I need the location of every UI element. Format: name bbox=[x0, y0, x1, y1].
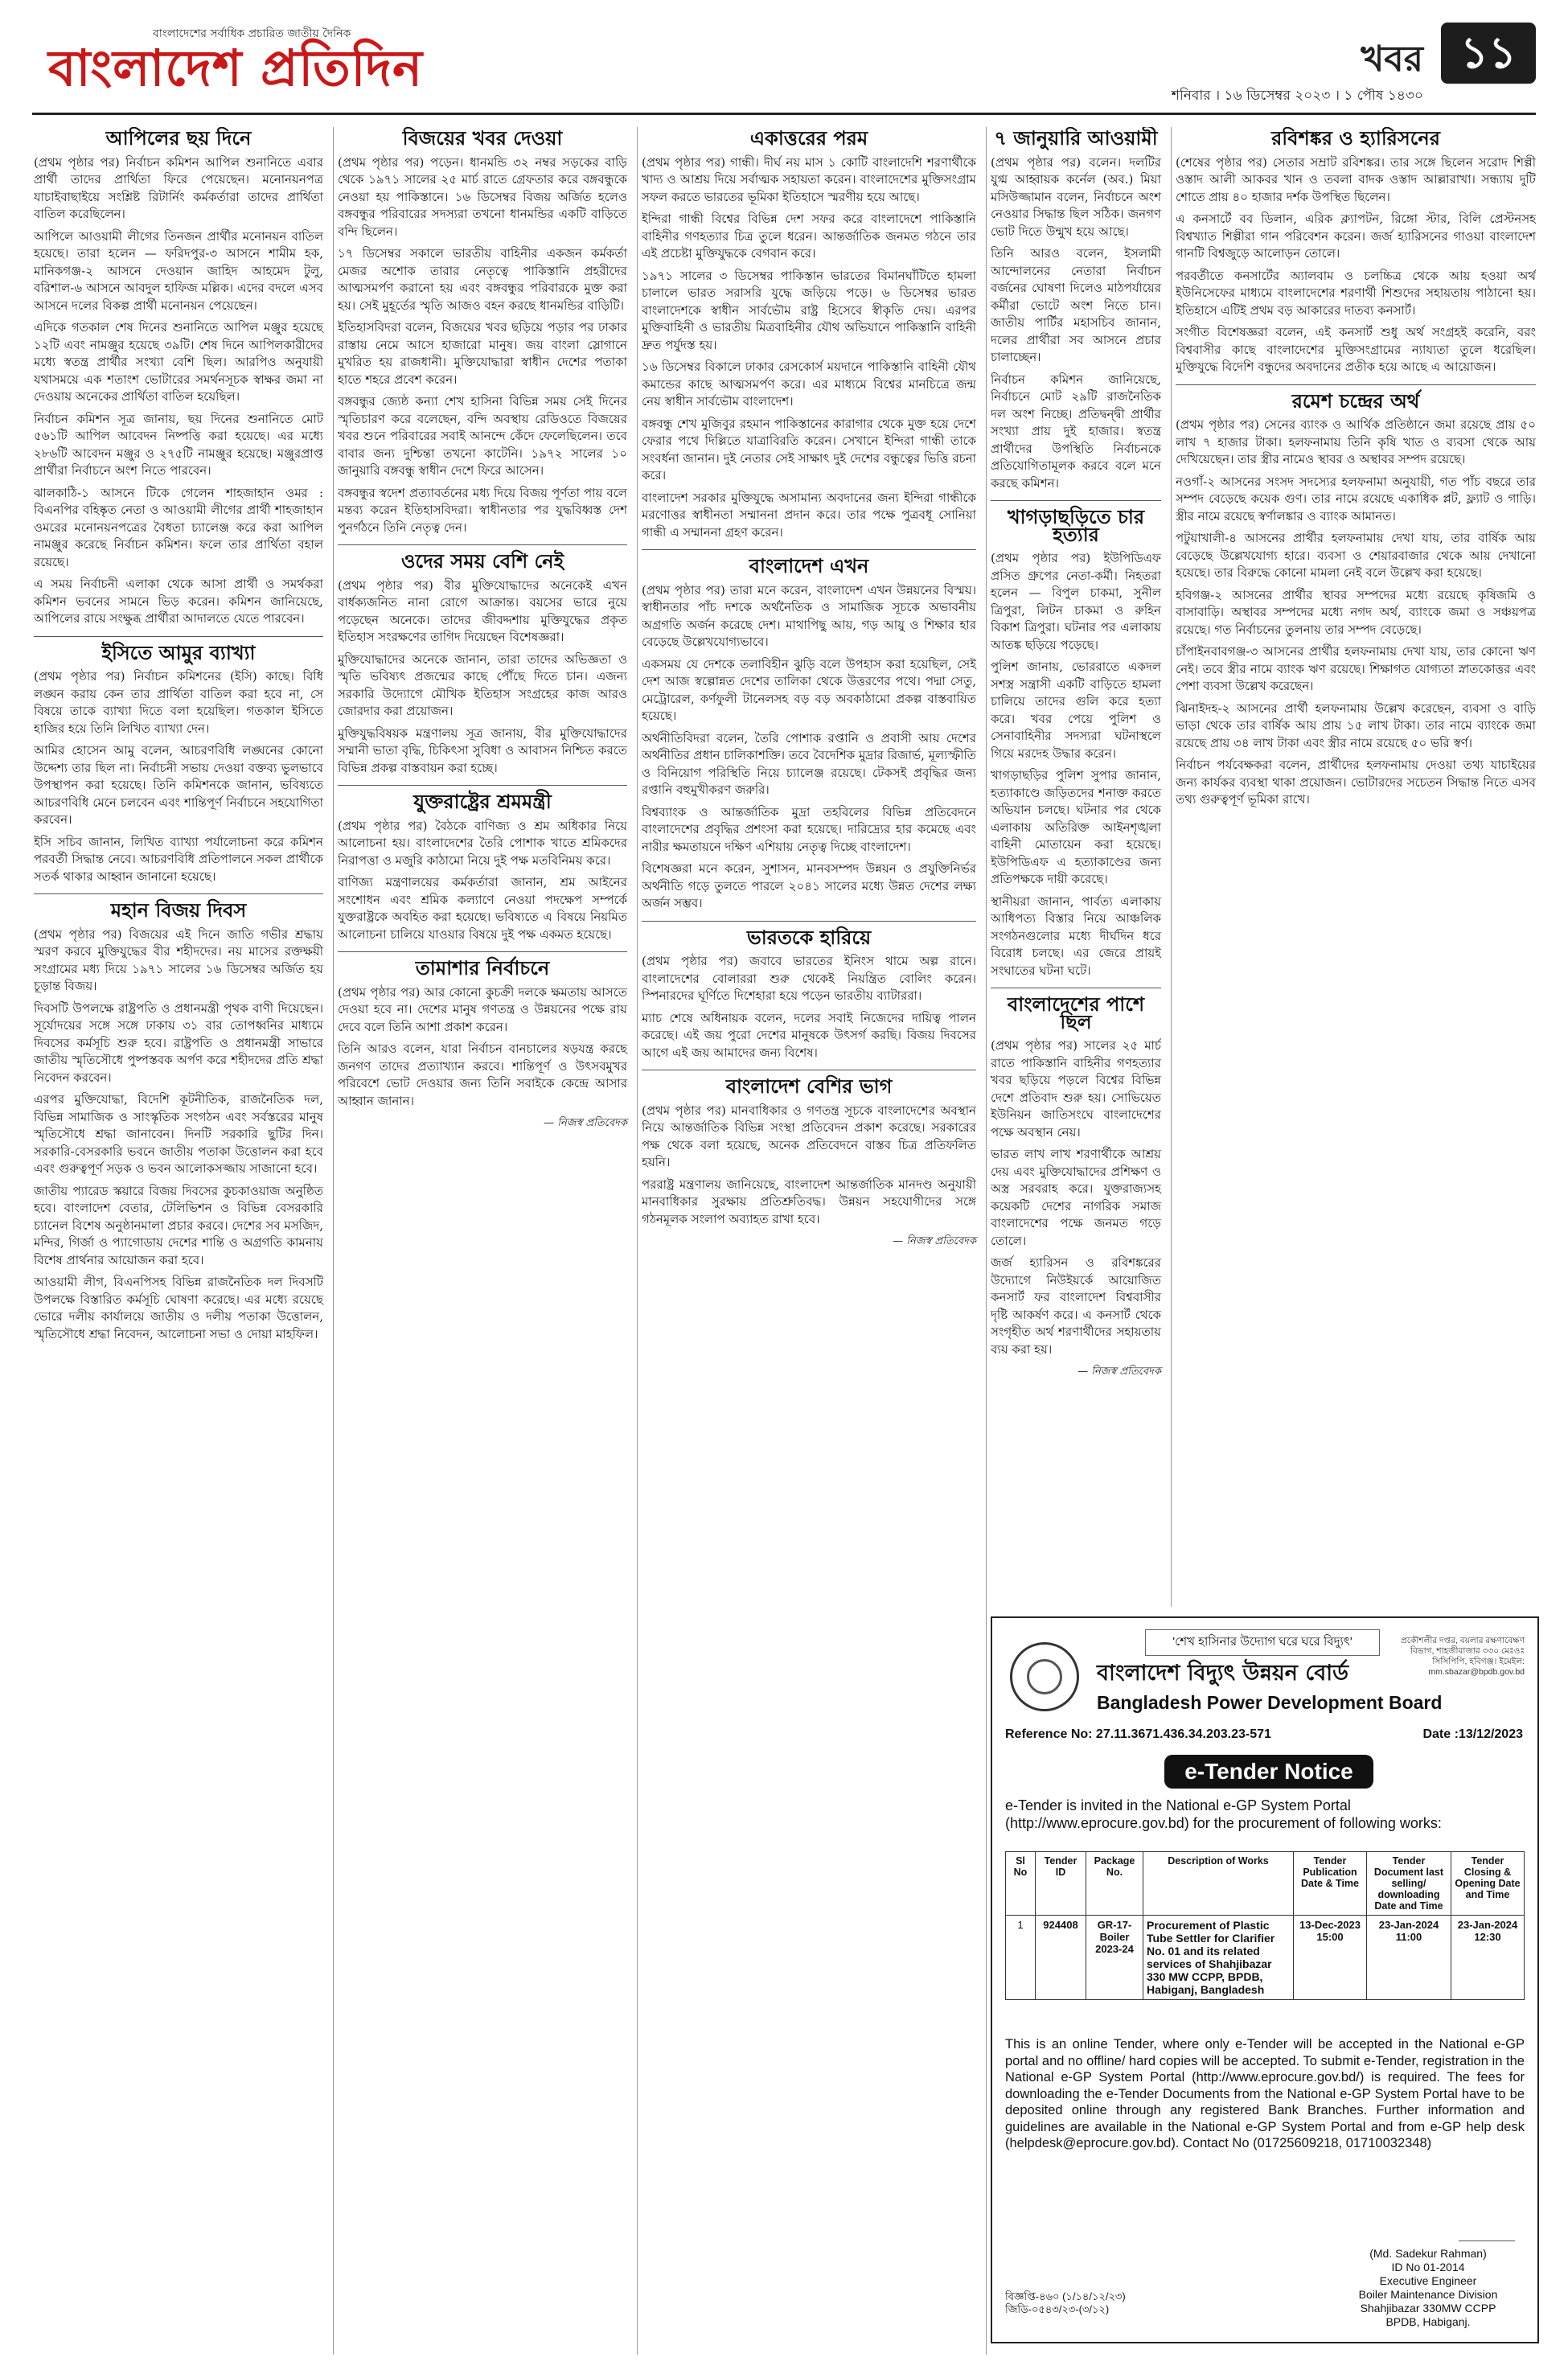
paragraph: ইতিহাসবিদরা বলেন, বিজয়ের খবর ছড়িয়ে পড়ার পর ঢাকার রাস্তায় নেমে আসে হাজারো মানুষ। জয় বাংলা স্লোগানে মুখরিত হয় রাজধানী। মুক্তিযোদ্ধারা স্বাধীন দেশের পতাকা হাতে শহরে প্রবেশ করেন। bbox=[338, 320, 627, 387]
paragraph: ১৬ ডিসেম্বর বিকালে ঢাকার রেসকোর্স ময়দানে পাকিস্তানি বাহিনী যৌথ কমান্ডের কাছে আত্মসমর্পণ করে। এর মাধ্যমে বিশ্বের মানচিত্রে জন্ম নেয় স্বাধীন সার্বভৌম বাংলাদেশ। bbox=[642, 359, 976, 409]
cell-tender-id: 924408 bbox=[1036, 1916, 1086, 2000]
paragraph: ম্যাচ শেষে অধিনায়ক বলেন, দলের সবাই নিজেদের দায়িত্ব পালন করেছে। এই জয় পুরো দেশের মানুষকে উৎসর্গ করছি। বিজয় দিবসের আগে এই জয় আমাদের জন্য বিশেষ। bbox=[642, 1010, 976, 1060]
paragraph: তিনি আরও বলেন, ইসলামী আন্দোলনের নেতারা নির্বাচন বর্জনের ঘোষণা দিলেও মাঠপর্যায়ের কর্মীরা ভোটে অংশ নিতে চান। জাতীয় পার্টির মহাসচিব জানান, দলের প্রার্থীরা সব আসনে প্রচার চালাচ্ছেন। bbox=[991, 246, 1161, 364]
paragraph: ১৭ ডিসেম্বর সকালে ভারতীয় বাহিনীর একজন কর্মকর্তা মেজর অশোক তারার নেতৃত্বে পাকিস্তানি প্রহরীদের আত্মসমর্পণ করানো হয় এবং বঙ্গবন্ধুর পরিবারকে মুক্ত করা হয়। সেই মুহূর্তের স্মৃতি আজও বহন করছে ধানমন্ডির বাড়িটি। bbox=[338, 246, 627, 313]
signer-title: Shahjibazar 330MW CCPP bbox=[1360, 2302, 1496, 2314]
cell-closing: 23-Jan-2024 12:30 bbox=[1451, 1916, 1525, 2000]
paragraph: আওয়ামী লীগ, বিএনপিসহ বিভিন্ন রাজনৈতিক দল দিবসটি উপলক্ষে বিস্তারিত কর্মসূচি ঘোষণা করেছে। এর মধ্যে রয়েছে ভোরে দলীয় কার্যালয়ে জাতীয় ও দলীয় পতাকা উত্তোলন, স্মৃতিসৌধে শ্রদ্ধা নিবেদন, আলোচনা সভা ও দোয়া মাহফিল। bbox=[34, 1275, 323, 1341]
signature-icon bbox=[1459, 2212, 1515, 2241]
col-header: Tender Publication Date & Time bbox=[1294, 1852, 1367, 1916]
divider bbox=[338, 785, 627, 786]
headline: রবিশঙ্কর ও হ্যারিসনের bbox=[1271, 127, 1440, 150]
reference-number: Reference No: 27.11.3671.436.34.203.23-571 bbox=[1005, 1727, 1271, 1741]
cell-description: Procurement of Plastic Tube Settler for Clarifier No. 01 and its related services of Shahjibazar 330 MW CCPP, BPDB, Habiganj, Bangladesh bbox=[1143, 1916, 1294, 2000]
cell-selling: 23-Jan-2024 11:00 bbox=[1367, 1916, 1451, 2000]
column-2 bbox=[338, 127, 638, 2355]
divider bbox=[338, 544, 627, 545]
paragraph: (প্রথম পৃষ্ঠার পর) মানবাধিকার ও গণতন্ত্র সূচকে বাংলাদেশের অবস্থান নিয়ে আন্তর্জাতিক বিভিন্ন সংস্থা প্রতিবেদন প্রকাশ করেছে। সরকারের পক্ষ থেকে বলা হয়েছে, অনেক প্রতিবেদনে বাস্তব চিত্র প্রতিফলিত হয়নি। bbox=[642, 1103, 976, 1169]
cell-sl: 1 bbox=[1006, 1916, 1036, 2000]
page-number: ১১ bbox=[1441, 23, 1536, 84]
divider bbox=[338, 951, 627, 952]
paragraph: এদিকে গতকাল শেষ দিনের শুনানিতে আপিল মঞ্জুর হয়েছে ১২টি এবং নামঞ্জুর হয়েছে ৩৯টি। শেষ দিনে আপিলকারীদের মধ্যে স্বতন্ত্র প্রার্থীর সংখ্যা বেশি ছিল। আরপিও অনুযায়ী যথাসময়ে এক শতাংশ ভোটারের সমর্থনসূচক স্বাক্ষর জমা না দেওয়ায় অনেকের প্রার্থিতা বাতিল হয়েছিল। bbox=[34, 320, 323, 404]
col-header: Tender Document last selling/ downloading Date and Time bbox=[1367, 1852, 1451, 1916]
signer-title: BPDB, Habiganj. bbox=[1385, 2315, 1471, 2328]
column-5 bbox=[1176, 127, 1536, 1607]
col-header: Description of Works bbox=[1143, 1852, 1294, 1916]
paragraph: জাতীয় প্যারেড স্কয়ারে বিজয় দিবসের কুচকাওয়াজ অনুষ্ঠিত হবে। বাংলাদেশ বেতার, টেলিভিশন ও বিভিন্ন বেসরকারি চ্যানেল বিশেষ অনুষ্ঠানমালা প্রচার করবে। দেশের সব মসজিদ, মন্দির, গির্জা ও প্যাগোডায় দেশের শান্তি ও অগ্রগতি কামনায় বিশেষ প্রার্থনার আয়োজন করা হবে। bbox=[34, 1183, 323, 1267]
paragraph: (প্রথম পৃষ্ঠার পর) নির্বাচন কমিশনের (ইসি) কাছে। বিধি লঙ্ঘন করায় কেন তার প্রার্থিতা বাতিল করা হবে না, সে বিষয়ে তাকে ব্যাখ্যা দিতে বলা হয়েছিল। গতকাল ইসিতে হাজির হয়ে তিনি লিখিত ব্যাখ্যা দেন। bbox=[34, 669, 323, 736]
paragraph: মুক্তিযোদ্ধাদের অনেকে জানান, তারা তাদের অভিজ্ঞতা ও স্মৃতি ভবিষ্যৎ প্রজন্মের কাছে পৌঁছে দিতে চান। এজন্য সরকারি উদ্যোগে মৌখিক ইতিহাস সংগ্রহের কাজ আরও জোরদার করা প্রয়োজন। bbox=[338, 651, 627, 718]
paragraph: দিবসটি উপলক্ষে রাষ্ট্রপতি ও প্রধানমন্ত্রী পৃথক বাণী দিয়েছেন। সূর্যোদয়ের সঙ্গে সঙ্গে ঢাকায় ৩১ বার তোপধ্বনির মাধ্যমে দিবসের কর্মসূচি শুরু হবে। রাষ্ট্রপতি ও প্রধানমন্ত্রী সাভারে জাতীয় স্মৃতিসৌধে পুষ্পস্তবক অর্পণ করে শহীদদের প্রতি শ্রদ্ধা নিবেদন করবেন। bbox=[34, 1000, 323, 1085]
headline: খাগড়াছড়িতে চার হত্যার bbox=[1007, 506, 1145, 546]
paragraph: (প্রথম পৃষ্ঠার পর) তারা মনে করেন, বাংলাদেশ এখন উন্নয়নের বিস্ময়। স্বাধীনতার পাঁচ দশকে অর্থনৈতিক ও সামাজিক সূচকে অভাবনীয় অগ্রগতি অর্জন করেছে দেশ। মাথাপিছু আয়, গড় আয়ু ও শিক্ষার হার বেড়েছে উল্লেখযোগ্যভাবে। bbox=[642, 582, 976, 649]
paragraph: আমির হোসেন আমু বলেন, আচরণবিধি লঙ্ঘনের কোনো উদ্দেশ্য তার ছিল না। নির্বাচনী সভায় দেওয়া বক্তব্য ভুলভাবে উপস্থাপন করা হয়েছে। তিনি কমিশনকে জানান, ভবিষ্যতে আচরণবিধি মেনে চলবেন এবং শান্তিপূর্ণ নির্বাচনে সহযোগিতা করবেন। bbox=[34, 743, 323, 827]
paragraph: নওগাঁ-২ আসনের সংসদ সদস্যের হলফনামা অনুযায়ী, গত পাঁচ বছরে তার সম্পদ বেড়েছে কয়েক গুণ। তার নামে রয়েছে একাধিক প্লট, ফ্ল্যাট ও গাড়ি। স্ত্রীর নামে রয়েছে স্বর্ণালঙ্কার ও ব্যাংক আমানত। bbox=[1176, 474, 1536, 524]
paragraph: (প্রথম পৃষ্ঠার পর) গান্ধী। দীর্ঘ নয় মাস ১ কোটি বাংলাদেশি শরণার্থীকে খাদ্য ও আশ্রয় দিয়ে সর্বাত্মক সহায়তা করেন। বাংলাদেশের মুক্তিসংগ্রাম সফল করতে ভারতের ভূমিকা ইতিহাসে স্মরণীয় হয়ে আছে। bbox=[642, 154, 976, 204]
headline: রমেশ চন্দ্রের অর্থ bbox=[1291, 389, 1420, 413]
paragraph: পুলিশ জানায়, ভোররাতে একদল সশস্ত্র সন্ত্রাসী একটি বাড়িতে হামলা চালিয়ে তাদের গুলি করে হত্যা করে। খবর পেয়ে পুলিশ ও সেনাবাহিনীর সদস্যরা ঘটনাস্থলে গিয়ে মরদেহ উদ্ধার করেন। bbox=[991, 659, 1161, 761]
masthead bbox=[32, 23, 1536, 111]
paragraph: পরবর্তীতে কনসার্টের অ্যালবাম ও চলচ্চিত্র থেকে আয় হওয়া অর্থ ইউনিসেফের মাধ্যমে বাংলাদেশের শরণার্থী শিশুদের সহায়তায় পাঠানো হয়। ইতিহাসে এটিই প্রথম বড় আকারের দাতব্য কনসার্ট। bbox=[1176, 268, 1536, 318]
col-header: Tender Closing & Opening Date and Time bbox=[1451, 1852, 1525, 1916]
table-row bbox=[1006, 1916, 1525, 2000]
divider bbox=[34, 636, 323, 637]
signer-title: Executive Engineer bbox=[1379, 2274, 1477, 2287]
paragraph: পররাষ্ট্র মন্ত্রণালয় জানিয়েছে, বাংলাদেশ আন্তর্জাতিক মানদণ্ড অনুযায়ী মানবাধিকার সুরক্ষায় প্রতিশ্রুতিবদ্ধ। উন্নয়ন সহযোগীদের সঙ্গে গঠনমূলক সংলাপ অব্যাহত রাখা হবে। bbox=[642, 1177, 976, 1226]
paragraph: (শেষের পৃষ্ঠার পর) সেতার সম্রাট রবিশঙ্কর। তার সঙ্গে ছিলেন সরোদ শিল্পী ওস্তাদ আলী আকবর খান ও তবলা বাদক ওস্তাদ আল্লারাখা। সন্ধ্যায় দুটি শোতে প্রায় ৪০ হাজার দর্শক উপস্থিত ছিলেন। bbox=[1176, 154, 1536, 204]
paragraph: চাঁপাইনবাবগঞ্জ-৩ আসনের প্রার্থীর হলফনামায় দেখা যায়, তার কোনো ঋণ নেই। তবে স্ত্রীর নামে ব্যাংক ঋণ রয়েছে। শিক্ষাগত যোগ্যতা স্নাতকোত্তর এবং পেশা ব্যবসা উল্লেখ করেছেন। bbox=[1176, 644, 1536, 693]
tender-notice-ad bbox=[991, 1616, 1539, 2343]
paragraph: তিনি আরও বলেন, যারা নির্বাচন বানচালের ষড়যন্ত্র করছে জনগণ তাদের প্রত্যাখ্যান করবে। শান্তিপূর্ণ ও উৎসবমুখর পরিবেশে ভোট দেওয়ার জন্য তিনি সবাইকে কেন্দ্রে আসার আহ্বান জানান। bbox=[338, 1041, 627, 1108]
org-name-en: Bangladesh Power Development Board bbox=[1097, 1692, 1443, 1713]
bpdb-logo-icon bbox=[1010, 1642, 1079, 1711]
org-address: প্রকৌশলীর দপ্তর, বয়লার রক্ষণাবেক্ষণ বিভাগ, শাহজীবাজার ৩৩০ মেঃওঃ সিসিপিপি, হবিগঞ্জ। ইমেইল: mm.sbazar@bpdb.gov.bd bbox=[1400, 1636, 1525, 1677]
signer-title: Boiler Maintenance Division bbox=[1358, 2288, 1498, 2301]
paragraph: এরপর মুক্তিযোদ্ধা, বিদেশি কূটনীতিক, রাজনৈতিক দল, বিভিন্ন সামাজিক ও সাংস্কৃতিক সংগঠন এবং সর্বস্তরের মানুষ স্মৃতিসৌধে শ্রদ্ধা জানাবেন। দিনটি সরকারি ছুটির দিন। সরকারি-বেসরকারি ভবনে জাতীয় পতাকা উত্তোলন করা হবে এবং গুরুত্বপূর্ণ সড়ক ও ভবন আলোকসজ্জায় সাজানো হবে। bbox=[34, 1092, 323, 1176]
paragraph: অর্থনীতিবিদরা বলেন, তৈরি পোশাক রপ্তানি ও প্রবাসী আয় দেশের অর্থনীতির প্রধান চালিকাশক্তি। তবে বৈদেশিক মুদ্রার রিজার্ভ, মূল্যস্ফীতি ও বিনিয়োগ পরিস্থিতি নিয়ে চ্যালেঞ্জ রয়েছে। টেকসই প্রবৃদ্ধির জন্য রপ্তানি বহুমুখীকরণ জরুরি। bbox=[642, 730, 977, 797]
paragraph: সংগীত বিশেষজ্ঞরা বলেন, এই কনসার্ট শুধু অর্থ সংগ্রহই করেনি, বরং বিশ্ববাসীর কাছে বাংলাদেশের মুক্তিসংগ্রামের ন্যায্যতা তুলে ধরেছিল। মুক্তিযুদ্ধে বিদেশি বন্ধুদের অবদানের প্রতীক হয়ে আছে এ আয়োজন। bbox=[1176, 325, 1536, 374]
paragraph: স্থানীয়রা জানান, পার্বত্য এলাকায় আধিপত্য বিস্তার নিয়ে আঞ্চলিক সংগঠনগুলোর মধ্যে দীর্ঘদিন ধরে বিরোধ চলছে। এর জেরে প্রায়ই সংঘাতের ঘটনা ঘটে। bbox=[991, 893, 1161, 978]
paragraph: (প্রথম পৃষ্ঠার পর) আর কোনো কুচক্রী দলকে ক্ষমতায় আসতে দেওয়া হবে না। দেশের মানুষ গণতন্ত্র ও উন্নয়নের পক্ষে রায় দেবে বলে তিনি আশা প্রকাশ করেন। bbox=[338, 984, 627, 1034]
headline: তামাশার নির্বাচনে bbox=[415, 957, 550, 980]
brand-tagline: বাংলাদেশের সর্বাধিক প্রচারিত জাতীয় দৈনিক bbox=[153, 27, 351, 40]
column-1 bbox=[34, 127, 334, 2355]
paragraph: (প্রথম পৃষ্ঠার পর) পড়েন। ধানমন্ডি ৩২ নম্বর সড়কের বাড়ি থেকে ১৯৭১ সালের ২৫ মার্চ রাতে গ্রেফতার করে বঙ্গবন্ধুকে নেওয়া হয় পাকিস্তানে। ১৬ ডিসেম্বর বিজয় অর্জিত হলেও বঙ্গবন্ধুর পরিবারের সদস্যরা তখনো ধানমন্ডির একটি বাড়িতে বন্দি ছিলেন। bbox=[338, 154, 627, 239]
paragraph: এ কনসার্টে বব ডিলান, এরিক ক্ল্যাপটন, রিঙ্গো স্টার, বিলি প্রেস্টনসহ বিশ্বখ্যাত শিল্পীরা গান পরিবেশন করেন। জর্জ হ্যারিসনের গাওয়া বাংলাদেশ গানটি বিশ্বজুড়ে আলোড়ন তোলে। bbox=[1176, 212, 1536, 261]
paragraph: নির্বাচন পর্যবেক্ষকরা বলেন, প্রার্থীদের হলফনামায় দেওয়া তথ্য যাচাইয়ের জন্য কার্যকর ব্যবস্থা থাকা প্রয়োজন। ভোটারদের সচেতন সিদ্ধান্ত নিতে এসব তথ্য গুরুত্বপূর্ণ ভূমিকা রাখে। bbox=[1176, 758, 1536, 807]
paragraph: পটুয়াখালী-৪ আসনের প্রার্থীর হলফনামায় দেখা যায়, তার বার্ষিক আয় বেড়েছে উল্লেখযোগ্য হারে। ব্যবসা ও শেয়ারবাজার থেকে আয় দেখানো হয়েছে। তার বিরুদ্ধে কোনো মামলা নেই বলে উল্লেখ করা হয়েছে। bbox=[1176, 531, 1536, 580]
headline: ইসিতে আমুর ব্যাখ্যা bbox=[101, 641, 256, 664]
headline: আপিলের ছয় দিনে bbox=[105, 127, 252, 150]
tender-body: This is an online Tender, where only e-Tender will be accepted in the National e-GP portal and no offline/ hard copies will be accepted. To submit e-Tender, registration in the National e-GP System Portal (http://www.eprocure.gov.bd/) is required. The fees for downloading the e-Tender Documents from the National e-GP System Portal have to be deposited online through any registered Bank Branches. Further information and guidelines are available in the National e-GP System Portal and from e-GP help desk (helpdesk@eprocure.gov.bd). Contact No (01725609218, 01710032348) bbox=[1005, 2037, 1525, 2150]
header-rule bbox=[32, 113, 1536, 115]
byline: — নিজস্ব প্রতিবেদক bbox=[544, 1117, 627, 1129]
paragraph: (প্রথম পৃষ্ঠার পর) সালের ২৫ মার্চ রাতে পাকিস্তানি বাহিনীর গণহত্যার খবর ছড়িয়ে পড়লে বিশ্বের বিভিন্ন দেশে প্রতিবাদ শুরু হয়। সোভিয়েত ইউনিয়ন জাতিসংঘে বাংলাদেশের পক্ষে অবস্থান নেয়। bbox=[991, 1038, 1161, 1140]
section-name: খবর bbox=[1361, 39, 1423, 80]
paragraph: (প্রথম পৃষ্ঠার পর) জবাবে ভারতের ইনিংস থামে অল্প রানে। বাংলাদেশের বোলাররা শুরু থেকেই নিয়ন্ত্রিত বোলিং করেন। স্পিনারদের ঘূর্ণিতে দিশেহারা হয়ে পড়েন ভারতীয় ব্যাটাররা। bbox=[642, 954, 976, 1003]
paragraph: বিশ্বব্যাংক ও আন্তর্জাতিক মুদ্রা তহবিলের বিভিন্ন প্রতিবেদনে বাংলাদেশের প্রবৃদ্ধির প্রশংসা করা হয়েছে। দারিদ্র্যের হার কমেছে এবং নারীর ক্ষমতায়নে দক্ষিণ এশিয়ায় নেতৃত্ব দিচ্ছে বাংলাদেশ। bbox=[642, 804, 976, 854]
cell-publication: 13-Dec-2023 15:00 bbox=[1294, 1916, 1367, 2000]
notice-date: Date :13/12/2023 bbox=[1422, 1727, 1523, 1741]
paragraph: বঙ্গবন্ধুর জ্যেষ্ঠ কন্যা শেখ হাসিনা বিভিন্ন সময় সেই দিনের স্মৃতিচারণ করে বলেছেন, বন্দি অবস্থায় রেডিওতে বিজয়ের খবর শুনে পরিবারের সবাই আনন্দে কেঁদে ফেলেছিলেন। তবে বাবার জন্য দুশ্চিন্তা তখনো কাটেনি। ১৯৭২ সালের ১০ জানুয়ারি বঙ্গবন্ধু স্বাধীন দেশে ফিরে আসেন। bbox=[338, 394, 627, 478]
paragraph: আপিলে আওয়ামী লীগের তিনজন প্রার্থীর মনোনয়ন বাতিল হয়েছে। তারা হলেন — ফরিদপুর-৩ আসনে শামীম হক, মানিকগঞ্জ-২ আসনে দেওয়ান জাহিদ আহমেদ টুলু, বরিশাল-৬ আসনে আবদুল হাফিজ মল্লিক। এদের বদলে এসব আসনে দলের বিকল্প প্রার্থী মনোনয়ন পেয়েছেন। bbox=[34, 228, 323, 313]
paragraph: ঝালকাঠি-১ আসনে টিকে গেলেন শাহজাহান ওমর : বিএনপির বহিষ্কৃত নেতা ও আওয়ামী লীগের প্রার্থী শাহজাহান ওমরের মনোনয়নপত্রের বৈধতা চ্যালেঞ্জ করে করা আপিল নামঞ্জুর করেছে নির্বাচন কমিশন। ফলে তার প্রার্থিতা বহাল রয়েছে। bbox=[34, 485, 323, 569]
tender-title: e-Tender Notice bbox=[1164, 1755, 1373, 1789]
ad-code: বিজ্ঞপ্তি-৪৬০ (১/১৪/১২/২৩) bbox=[1005, 2290, 1126, 2302]
paragraph: ঝিনাইদহ-২ আসনের প্রার্থী হলফনামায় উল্লেখ করেছেন, ব্যবসা ও বাড়ি ভাড়া থেকে তার বার্ষিক আয় প্রায় ১৫ লাখ টাকা। তার নামে ব্যাংকে জমা রয়েছে প্রায় ৩৪ লাখ টাকা এবং স্ত্রীর নামে রয়েছে ৫০ ভরি স্বর্ণ। bbox=[1176, 700, 1536, 750]
divider bbox=[1176, 384, 1536, 385]
paragraph: (প্রথম পৃষ্ঠার পর) নির্বাচন কমিশন আপিল শুনানিতে এবার প্রার্থী তাদের প্রার্থিতা ফিরে পেয়েছেন। মনোনয়নপত্র যাচাইবাছাইয়ে সংশ্লিষ্ট রিটার্নিং কর্মকর্তারা তাদের প্রার্থিতা বাতিল করেছিলেন। bbox=[34, 154, 323, 221]
divider bbox=[642, 549, 976, 550]
tender-slogan: 'শেখ হাসিনার উদ্যোগ ঘরে ঘরে বিদ্যুৎ' bbox=[1145, 1629, 1380, 1656]
paragraph: ইসি সচিব জানান, লিখিত ব্যাখ্যা পর্যালোচনা করে কমিশন পরবর্তী সিদ্ধান্ত নেবে। আচরণবিধি প্রতিপালনে সকল প্রার্থীকে সতর্ক থাকার আহ্বান জানানো হয়েছে। bbox=[34, 834, 323, 884]
col-header: Package No. bbox=[1086, 1852, 1143, 1916]
headline: বাংলাদেশের পাশে ছিল bbox=[1007, 993, 1145, 1033]
paragraph: বঙ্গবন্ধু শেখ মুজিবুর রহমান পাকিস্তানের কারাগার থেকে মুক্ত হয়ে দেশে ফেরার পথে দিল্লিতে যাত্রাবিরতি করেন। সেখানে ইন্দিরা গান্ধী তাকে সংবর্ধনা জানান। দুই নেতার সেই সাক্ষাৎ দুই দেশের বন্ধুত্বের ভিত্তি রচনা করে। bbox=[642, 416, 976, 483]
paragraph: মুক্তিযুদ্ধবিষয়ক মন্ত্রণালয় সূত্র জানায়, বীর মুক্তিযোদ্ধাদের সম্মানী ভাতা বৃদ্ধি, চিকিৎসা সুবিধা ও আবাসন নিশ্চিত করতে বিভিন্ন প্রকল্প বাস্তবায়ন করা হচ্ছে। bbox=[338, 725, 627, 775]
paragraph: জর্জ হ্যারিসন ও রবিশঙ্করের উদ্যোগে নিউইয়র্কে আয়োজিত কনসার্ট ফর বাংলাদেশ বিশ্ববাসীর দৃষ্টি আকর্ষণ করে। এ কনসার্ট থেকে সংগৃহীত অর্থ শরণার্থীদের সহায়তায় ব্যয় করা হয়। bbox=[991, 1255, 1161, 1357]
paragraph: (প্রথম পৃষ্ঠার পর) বলেন। দলটির যুগ্ম আহ্বায়ক কর্নেল (অব.) মিয়া মসিউজ্জামান বলেন, নির্বাচনে অংশ নেওয়ার সিদ্ধান্ত ছিল সঠিক। জনগণ ভোট দিতে উন্মুখ হয়ে আছে। bbox=[991, 154, 1161, 239]
paragraph: (প্রথম পৃষ্ঠার পর) ইউপিডিএফ প্রসিত গ্রুপের নেতা-কর্মী। নিহতরা হলেন — বিপুল চাকমা, সুনীল ত্রিপুরা, লিটন চাকমা ও রুহিন বিকাশ ত্রিপুরা। ঘটনার পর এলাকায় আতঙ্ক ছড়িয়ে পড়েছে। bbox=[991, 551, 1161, 652]
headline: বাংলাদেশ এখন bbox=[749, 555, 869, 577]
org-name-bn: বাংলাদেশ বিদ্যুৎ উন্নয়ন বোর্ড bbox=[1097, 1661, 1348, 1686]
paragraph: এ সময় নির্বাচনী এলাকা থেকে আসা প্রার্থী ও সমর্থকরা কমিশন ভবনের সামনে ভিড় করেন। কমিশন জানিয়েছে, আপিলের রায়ে সংক্ষুব্ধ প্রার্থীরা আদালতে যেতে পারবেন। bbox=[34, 577, 323, 626]
table-header-row bbox=[1006, 1852, 1525, 1916]
tender-intro: e-Tender is invited in the National e-GP System Portal (http://www.eprocure.gov.bd) for the procurement of following works: bbox=[1005, 1797, 1442, 1831]
paragraph: নির্বাচন কমিশন জানিয়েছে, নির্বাচনে মোট ২৯টি রাজনৈতিক দল অংশ নিচ্ছে। প্রতিদ্বন্দ্বী প্রার্থীর সংখ্যা প্রায় দুই হাজার। স্বতন্ত্র প্রার্থীদের উপস্থিতি নির্বাচনকে প্রতিযোগিতামূলক করবে বলে মনে করছে কমিশন। bbox=[991, 372, 1161, 491]
headline: মহান বিজয় দিবস bbox=[110, 899, 247, 922]
headline: ওদের সময় বেশি নেই bbox=[400, 550, 564, 573]
byline: — নিজস্ব প্রতিবেদক bbox=[1077, 1366, 1161, 1378]
paragraph: ১৯৭১ সালের ৩ ডিসেম্বর পাকিস্তান ভারতের বিমানঘাঁটিতে হামলা চালালে ভারত সরাসরি যুদ্ধে জড়িয়ে পড়ে। ৬ ডিসেম্বর ভারত বাংলাদেশকে স্বাধীন সার্বভৌম রাষ্ট্র হিসেবে স্বীকৃতি দেয়। এরপর মুক্তিবাহিনী ও ভারতীয় মিত্রবাহিনীর যৌথ অভিযানে পাকিস্তানি বাহিনী দ্রুত পর্যুদস্ত হয়। bbox=[642, 268, 976, 352]
paragraph: (প্রথম পৃষ্ঠার পর) বীর মুক্তিযোদ্ধাদের অনেকেই এখন বার্ধক্যজনিত নানা রোগে আক্রান্ত। বয়সের ভারে নুয়ে পড়েছেন অনেকে। তাদের জীবদ্দশায় মুক্তিযুদ্ধের প্রকৃত ইতিহাস সংরক্ষণের তাগিদ দিয়েছেন বিশেষজ্ঞরা। bbox=[338, 577, 627, 644]
headline: ৭ জানুয়ারি আওয়ামী bbox=[994, 127, 1158, 150]
tender-table bbox=[1005, 1851, 1525, 2000]
paragraph: (প্রথম পৃষ্ঠার পর) সেনের ব্যাংক ও আর্থিক প্রতিষ্ঠানে জমা রয়েছে প্রায় ৫০ লাখ ৭ হাজার টাকা। হলফনামায় তিনি কৃষি খাত ও ব্যবসা থেকে আয় দেখিয়েছেন। তার স্ত্রীর নামেও স্থাবর ও অস্থাবর সম্পদ রয়েছে। bbox=[1176, 417, 1536, 466]
paragraph: একসময় যে দেশকে তলাবিহীন ঝুড়ি বলে উপহাস করা হয়েছিল, সেই দেশ আজ স্বল্পোন্নত দেশের তালিকা থেকে উত্তরণের পথে। পদ্মা সেতু, মেট্রোরেল, কর্ণফুলী টানেলসহ বড় বড় অবকাঠামো প্রকল্প বাস্তবায়িত হয়েছে। bbox=[642, 656, 976, 723]
headline: ভারতকে হারিয়ে bbox=[746, 926, 872, 949]
signer-name: (Md. Sadekur Rahman) bbox=[1369, 2247, 1487, 2260]
newspaper-logo: বাংলাদেশ প্রতিদিন bbox=[48, 39, 423, 97]
ad-code: জিডি-০৫৪৩/২৩-(৩/১২) bbox=[1005, 2303, 1110, 2315]
ad-footer bbox=[1005, 2290, 1126, 2316]
paragraph: বাণিজ্য মন্ত্রণালয়ের কর্মকর্তারা জানান, শ্রম আইনের সংশোধন এবং শ্রমিক কল্যাণে নেওয়া পদক্ষেপ সম্পর্কে যুক্তরাষ্ট্রকে অবহিত করা হয়েছে। ভবিষ্যতে এ বিষয়ে নিয়মিত আলোচনা চালিয়ে যাওয়ার বিষয়ে দুই পক্ষ একমত হয়েছে। bbox=[338, 875, 627, 942]
paragraph: খাগড়াছড়ির পুলিশ সুপার জানান, হত্যাকাণ্ডে জড়িতদের শনাক্ত করতে অভিযান চলছে। ঘটনার পর থেকে এলাকায় অতিরিক্ত আইনশৃঙ্খলা বাহিনী মোতায়েন করা হয়েছে। ইউপিডিএফ এ হত্যাকাণ্ডের জন্য প্রতিপক্ষকে দায়ী করেছে। bbox=[991, 768, 1161, 886]
paragraph: হবিগঞ্জ-২ আসনের প্রার্থীর স্থাবর সম্পদের মধ্যে রয়েছে কৃষিজমি ও বাসাবাড়ি। অস্থাবর সম্পদের মধ্যে নগদ অর্থ, ব্যাংকে জমা ও সঞ্চয়পত্র রয়েছে। গত নির্বাচনের তুলনায় তার সম্পদ বেড়েছে। bbox=[1176, 587, 1536, 637]
divider bbox=[991, 500, 1161, 501]
column-4 bbox=[991, 127, 1172, 1607]
paragraph: ইন্দিরা গান্ধী বিশ্বের বিভিন্ন দেশ সফর করে বাংলাদেশে পাকিস্তানি বাহিনীর গণহত্যার চিত্র তুলে ধরেন। আন্তর্জাতিক জনমত গঠনে তার এই প্রচেষ্টা মুক্তিযুদ্ধকে বেগবান করে। bbox=[642, 212, 976, 261]
paragraph: (প্রথম পৃষ্ঠার পর) বৈঠকে বাণিজ্য ও শ্রম অধিকার নিয়ে আলোচনা হয়। বাংলাদেশের তৈরি পোশাক খাতে শ্রমিকদের নিরাপত্তা ও মজুরি কাঠামো নিয়ে দুই পক্ষ মতবিনিময় করে। bbox=[338, 818, 627, 868]
headline: যুক্তরাষ্ট্রের শ্রমমন্ত্রী bbox=[413, 791, 552, 813]
paragraph: বিশেষজ্ঞরা মনে করেন, সুশাসন, মানবসম্পদ উন্নয়ন ও প্রযুক্তিনির্ভর অর্থনীতি গড়ে তুলতে পারলে ২০৪১ সালের মধ্যে উন্নত দেশের লক্ষ্য অর্জন সম্ভব। bbox=[642, 861, 976, 910]
dateline: শনিবার । ১৬ ডিসেম্বর ২০২৩ । ১ পৌষ ১৪৩০ bbox=[1171, 88, 1423, 104]
byline: — নিজস্ব প্রতিবেদক bbox=[893, 1235, 976, 1247]
paragraph: বঙ্গবন্ধুর স্বদেশ প্রত্যাবর্তনের মধ্য দিয়ে বিজয় পূর্ণতা পায় বলে মন্তব্য করেন ইতিহাসবিদরা। স্বাধীনতার পর যুদ্ধবিধ্বস্ত দেশ পুনর্গঠনে তিনি নেতৃত্ব দেন। bbox=[338, 485, 627, 535]
paragraph: ভারত লাখ লাখ শরণার্থীকে আশ্রয় দেয় এবং মুক্তিযোদ্ধাদের প্রশিক্ষণ ও অস্ত্র সরবরাহ করে। যুক্তরাজ্যসহ কয়েকটি দেশের নাগরিক সমাজ বাংলাদেশের পক্ষে জনমত গড়ে তোলে। bbox=[991, 1147, 1161, 1248]
headline: একাত্তরের পরম bbox=[749, 127, 868, 150]
paragraph: নির্বাচন কমিশন সূত্র জানায়, ছয় দিনের শুনানিতে মোট ৫৬১টি আপিল আবেদন নিষ্পত্তি করা হয়েছে। এর মধ্যে ২৮৬টি আবেদন মঞ্জুর ও ২৭৫টি নামঞ্জুর হয়েছে। মঞ্জুরপ্রাপ্ত প্রার্থীরা নির্বাচনে অংশ নিতে পারবেন। bbox=[34, 411, 323, 478]
signer-block bbox=[1332, 2247, 1525, 2329]
headline: বাংলাদেশ বেশির ভাগ bbox=[725, 1075, 893, 1098]
paragraph: বাংলাদেশ সরকার মুক্তিযুদ্ধে অসামান্য অবদানের জন্য ইন্দিরা গান্ধীকে মরণোত্তর স্বাধীনতা সম্মাননা প্রদান করে। তার পক্ষে পুত্রবধূ সোনিয়া গান্ধী এ সম্মাননা গ্রহণ করেন। bbox=[642, 490, 976, 540]
col-header: Tender ID bbox=[1036, 1852, 1086, 1916]
headline: বিজয়ের খবর দেওয়া bbox=[402, 127, 563, 150]
divider bbox=[642, 921, 976, 922]
divider bbox=[34, 893, 323, 894]
col-header: Sl No bbox=[1006, 1852, 1036, 1916]
column-3 bbox=[642, 127, 987, 2355]
paragraph: (প্রথম পৃষ্ঠার পর) বিজয়ের এই দিনে জাতি গভীর শ্রদ্ধায় স্মরণ করবে মুক্তিযুদ্ধের বীর শহীদদের। নয় মাসের রক্তক্ষয়ী সংগ্রামের মধ্য দিয়ে ১৯৭১ সালের ১৬ ডিসেম্বর অর্জিত হয় চূড়ান্ত বিজয়। bbox=[34, 926, 323, 993]
signer-id: ID No 01-2014 bbox=[1391, 2261, 1465, 2273]
cell-package: GR-17-Boiler 2023-24 bbox=[1086, 1916, 1143, 2000]
